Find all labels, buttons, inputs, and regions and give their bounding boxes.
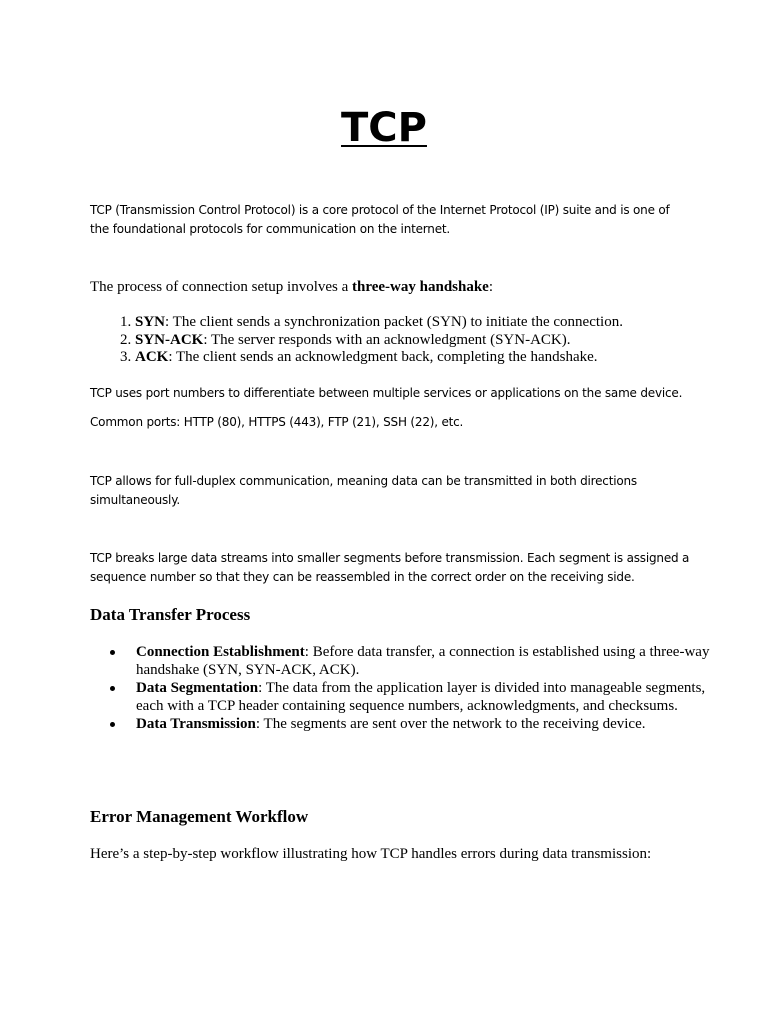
error-management-heading: Error Management Workflow xyxy=(90,807,309,826)
step-term: SYN-ACK xyxy=(135,331,204,348)
list-item xyxy=(136,643,726,679)
item-term: Data Transmission xyxy=(136,716,256,732)
ports-paragraph: TCP uses port numbers to differentiate between multiple services or applications on the same device. xyxy=(90,386,683,400)
item-term: Connection Establishment xyxy=(136,644,305,660)
data-transfer-heading: Data Transfer Process xyxy=(90,605,251,624)
item-term: Data Segmentation xyxy=(136,680,259,696)
item-text: : The segments are sent over the network to the receiving device. xyxy=(255,716,646,732)
common-ports-paragraph: Common ports: HTTP (80), HTTPS (443), FTP (21), SSH (22), etc. xyxy=(90,415,464,429)
handshake-lead-paragraph xyxy=(90,278,690,296)
error-management-paragraph: Here’s a step-by-step workflow illustrating how TCP handles errors during data transmission: xyxy=(90,846,652,862)
segments-paragraph: TCP breaks large data streams into smaller segments before transmission. Each segment is assigned a sequence number so that they can be reassembled in the correct order on the receiving side. xyxy=(90,551,690,584)
step-text: : The client sends a synchronization packet (SYN) to initiate the connection. xyxy=(165,314,623,330)
step-text: : The server responds with an acknowledgment (SYN-ACK). xyxy=(203,331,571,348)
bullet-icon xyxy=(110,650,115,655)
handshake-steps-list xyxy=(90,314,735,367)
list-item xyxy=(135,314,735,332)
item-text: : Before data transfer, a connection is established using a three-way handshake (SYN, SYN-ACK, ACK). xyxy=(136,644,710,678)
intro-paragraph: TCP (Transmission Control Protocol) is a core protocol of the Internet Protocol (IP) suite and is one of the foundational protocols for communication on the internet. xyxy=(90,203,670,236)
item-text: : The data from the application layer is divided into manageable segments, each with a TCP header containing sequence numbers, acknowledgments, and checksums. xyxy=(136,680,706,714)
list-item xyxy=(135,332,735,350)
step-term: ACK xyxy=(135,349,169,365)
handshake-lead-end: : xyxy=(488,279,494,295)
handshake-lead-bold: three-way handshake xyxy=(352,279,489,295)
handshake-lead-text: The process of connection setup involves a xyxy=(90,279,353,295)
step-text: : The client sends an acknowledgment back, completing the handshake. xyxy=(168,349,598,365)
list-item xyxy=(136,679,726,715)
data-transfer-list xyxy=(90,643,726,733)
step-term: SYN xyxy=(135,314,166,330)
bullet-icon xyxy=(110,686,115,691)
page-title: TCP xyxy=(341,105,427,151)
bullet-icon xyxy=(110,722,115,727)
duplex-paragraph: TCP allows for full-duplex communication, meaning data can be transmitted in both directions simultaneously. xyxy=(90,474,637,507)
list-item xyxy=(136,715,726,733)
list-item xyxy=(135,349,735,367)
